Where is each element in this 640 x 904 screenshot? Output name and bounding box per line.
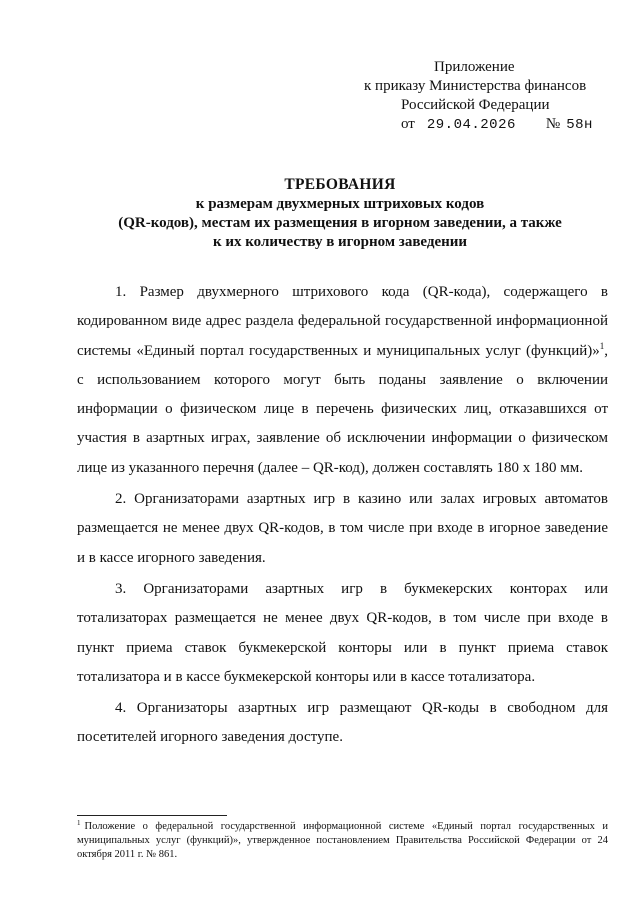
footnote (77, 820, 608, 862)
paragraph-4: 4. Организаторы азартных игр размещают QR-коды в свободном для посетителей игорного заведения доступе. (77, 700, 608, 746)
document-title (60, 175, 620, 252)
order-date: 29.04.2026 (426, 117, 516, 133)
paragraph-1-text-a: 1. Размер двухмерного штрихового кода (QR-кода), содержащего в кодированном виде адрес раздела федеральной государственной информационной системы «Единый портал государственных и муниципальных услуг (функций)» (77, 284, 608, 359)
footnote-reference: 1 (599, 340, 605, 351)
date-label: от (401, 116, 415, 132)
paragraph-1 (77, 278, 608, 483)
document-body (77, 278, 608, 753)
number-label: № (545, 116, 561, 132)
footnote-separator (77, 815, 227, 816)
footnote-text: Положение о федеральной государственной информационной системе «Единый портал государственных и муниципальных услуг (функций)», утвержденное постановлением Правительства Российской Федерации от 24 октября 2011 г. № 861. (77, 821, 608, 860)
title-main: ТРЕБОВАНИЯ (284, 176, 396, 193)
order-number: 58н (566, 117, 593, 133)
paragraph-1-text-b: , с использованием которого могут быть поданы заявление о включении информации о физическом лице в перечень физических лиц, отказавшихся от участия в азартных играх, заявление об исключении информации о физическом лице из указанного перечня (далее – QR-код), должен составлять 180 х 180 мм. (77, 342, 608, 476)
appendix-order-ref: к приказу Министерства финансов (364, 78, 587, 94)
appendix-label: Приложение (434, 59, 515, 75)
paragraph-2: 2. Организаторами азартных игр в казино или залах игровых автоматов размещается не менее двух QR-кодов, в том числе при входе в игорное заведение и в кассе игорного заведения. (77, 491, 608, 566)
appendix-header (352, 58, 612, 135)
appendix-date-number (352, 115, 612, 135)
footnote-mark: 1 (77, 818, 81, 827)
paragraph-3: 3. Организаторами азартных игр в букмекерских конторах или тотализаторах размещается не менее двух QR-кодов, в том числе при входе в пункт приема ставок букмекерской конторы или в пункт приема ставок тотализатора и в кассе букмекерской конторы или в кассе тотализатора. (77, 580, 608, 685)
appendix-country: Российской Федерации (401, 97, 550, 113)
title-subtitle-line-1: к размерам двухмерных штриховых кодов (195, 196, 485, 212)
title-subtitle-line-3: к их количеству в игорном заведении (212, 234, 468, 250)
title-subtitle-line-2: (QR-кодов), местам их размещения в игорном заведении, а также (118, 215, 562, 231)
